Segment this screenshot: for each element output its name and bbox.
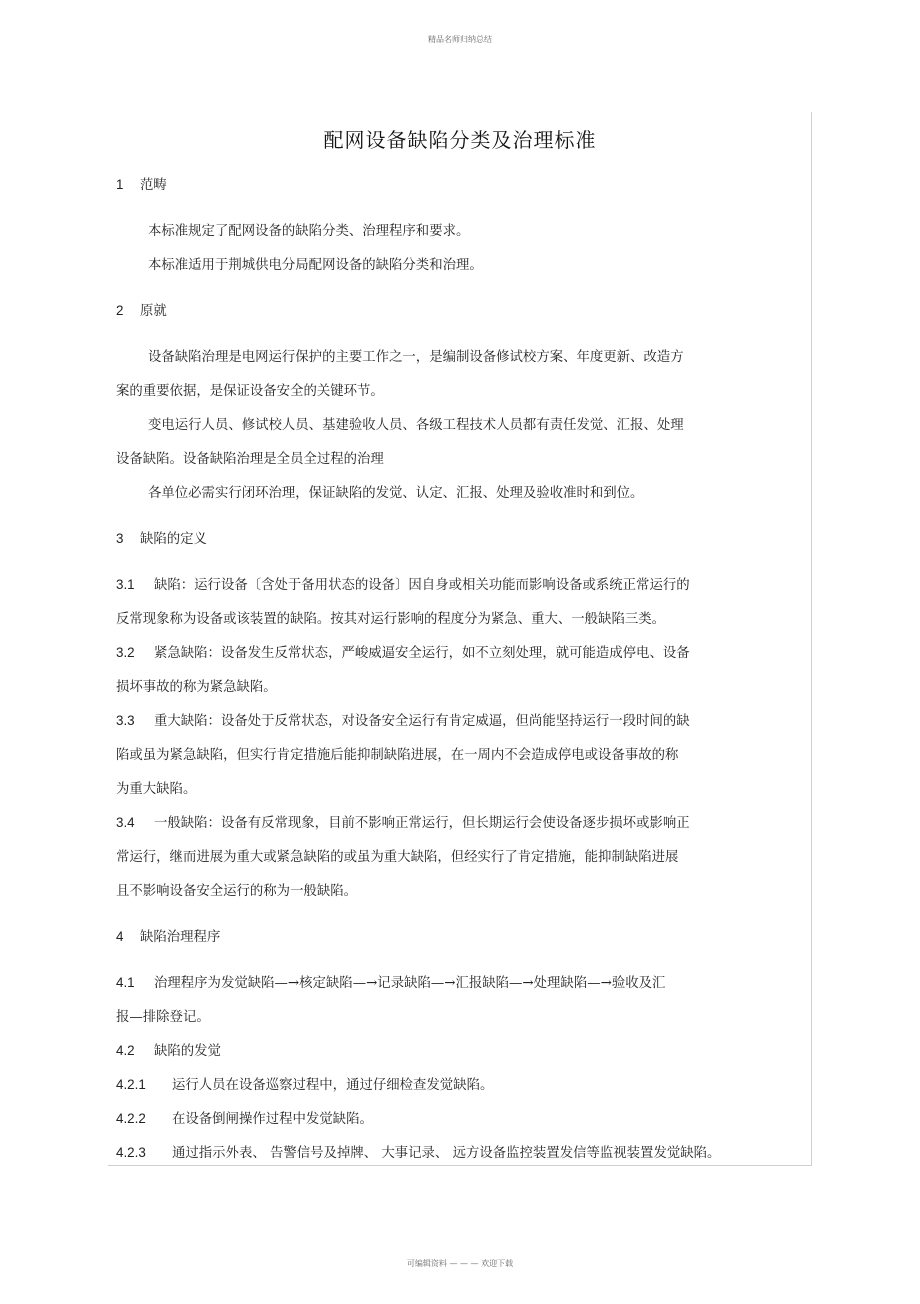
section-2-heading (116, 300, 167, 319)
clause-text: 治理程序为发觉缺陷—→核定缺陷—→记录缺陷—→汇报缺陷—→处理缺陷—→验收及汇 (154, 976, 666, 991)
clause-text: 重大缺陷：设备处于反常状态，对设备安全运行有肯定威逼，但尚能坚持运行一段时间的缺 (154, 714, 690, 729)
paragraph-line: 报—排除登记。 (116, 1010, 210, 1025)
paragraph-line: 损坏事故的称为紧急缺陷。 (116, 680, 277, 695)
clause-number: 4.2 (116, 1043, 135, 1058)
clause-text: 一般缺陷：设备有反常现象，目前不影响正常运行，但长期运行会使设备逐步损坏或影响正 (154, 816, 690, 831)
section-title: 范畴 (140, 178, 167, 193)
section-number: 4 (116, 929, 124, 944)
clause-number: 3.3 (116, 713, 135, 728)
clause-text: 缺陷的发觉 (154, 1044, 221, 1059)
clause-number: 4.2.2 (116, 1111, 146, 1126)
section-number: 1 (116, 177, 124, 192)
paragraph-line: 常运行，继而进展为重大或紧急缺陷的或虽为重大缺陷，但经实行了肯定措施，能抑制缺陷进展 (116, 850, 679, 865)
paragraph: 本标准规定了配网设备的缺陷分类、治理程序和要求。 (148, 224, 470, 239)
clause-3-2 (116, 642, 690, 661)
paragraph-line: 为重大缺陷。 (116, 782, 197, 797)
clause-number: 3.2 (116, 645, 135, 660)
clause-4-2-2 (116, 1108, 373, 1127)
paragraph-line: 变电运行人员、修试校人员、基建验收人员、各级工程技术人员都有责任发觉、汇报、处理 (148, 418, 684, 433)
clause-text: 紧急缺陷：设备发生反常状态，严峻威逼安全运行，如不立刻处理，就可能造成停电、设备 (154, 646, 690, 661)
section-1-heading (116, 174, 167, 193)
paragraph-line: 且不影响设备安全运行的称为一般缺陷。 (116, 884, 358, 899)
clause-number: 3.1 (116, 577, 135, 592)
paragraph-line: 设备缺陷。设备缺陷治理是全员全过程的治理 (116, 452, 384, 467)
clause-4-2 (116, 1040, 221, 1059)
paragraph-line: 反常现象称为设备或该装置的缺陷。按其对运行影响的程度分为紧急、重大、一般缺陷三类。 (116, 612, 666, 627)
clause-text: 在设备倒闸操作过程中发觉缺陷。 (172, 1112, 373, 1127)
section-number: 3 (116, 531, 124, 546)
clause-3-1 (116, 574, 690, 593)
document-title: 配网设备缺陷分类及治理标准 (323, 128, 597, 152)
clause-number: 4.1 (116, 975, 135, 990)
clause-number: 3.4 (116, 815, 135, 830)
header-note: 精品名师归纳总结 (428, 35, 492, 44)
section-title: 原就 (140, 304, 167, 319)
clause-text: 通过指示外表、 告警信号及掉牌、 大事记录、 远方设备监控装置发信等监视装置发觉缺陷。 (172, 1146, 721, 1161)
page-frame-bottom-edge (108, 1165, 812, 1166)
paragraph-line: 设备缺陷治理是电网运行保护的主要工作之一，是编制设备修试校方案、年度更新、改造方 (148, 350, 684, 365)
clause-number: 4.2.1 (116, 1077, 146, 1092)
section-4-heading (116, 926, 220, 945)
clause-4-2-3 (116, 1142, 720, 1161)
clause-number: 4.2.3 (116, 1145, 146, 1160)
paragraph: 各单位必需实行闭环治理，保证缺陷的发觉、认定、汇报、处理及验收准时和到位。 (148, 486, 644, 501)
page-frame-right-edge (811, 112, 812, 1166)
paragraph-line: 案的重要依据，是保证设备安全的关键环节。 (116, 384, 384, 399)
section-3-heading (116, 528, 207, 547)
clause-text: 缺陷：运行设备〔含处于备用状态的设备〕因自身或相关功能而影响设备或系统正常运行的 (154, 578, 690, 593)
clause-3-3 (116, 710, 690, 729)
footer-note: 可编辑资料 — — — 欢迎下载 (406, 1259, 514, 1268)
paragraph: 本标准适用于荆城供电分局配网设备的缺陷分类和治理。 (148, 258, 483, 273)
section-number: 2 (116, 303, 124, 318)
clause-text: 运行人员在设备巡察过程中，通过仔细检查发觉缺陷。 (172, 1078, 494, 1093)
clause-4-2-1 (116, 1074, 493, 1093)
paragraph-line: 陷或虽为紧急缺陷，但实行肯定措施后能抑制缺陷进展，在一周内不会造成停电或设备事故的称 (116, 748, 679, 763)
clause-4-1 (116, 972, 665, 991)
clause-3-4 (116, 812, 690, 831)
section-title: 缺陷治理程序 (140, 930, 221, 945)
section-title: 缺陷的定义 (140, 532, 207, 547)
